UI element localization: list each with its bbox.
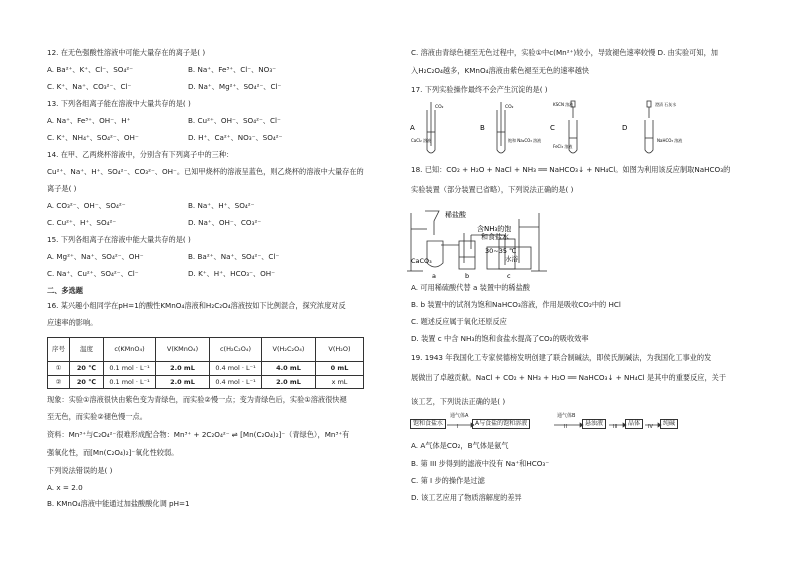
q19-option-d: D. 该工艺应用了物质溶解度的差异	[411, 493, 522, 502]
dropper-bulb-d	[647, 101, 651, 107]
q14-stem-line3: 离子是( )	[47, 184, 77, 193]
q14-stem-line2: Cu²⁺、Na⁺、H⁺、SO₄²⁻、CO₃²⁻、OH⁻。已知甲烧杯的溶液呈蓝色，则乙烧杯的溶液中大量存在的	[47, 167, 364, 176]
table-header-cell: V(H₂O)	[316, 338, 364, 362]
q18-option-a: A. 可用稀硫酸代替 a 装置中的稀盐酸	[411, 283, 530, 292]
table-cell: 2.0 mL	[156, 362, 210, 376]
funnel	[425, 211, 439, 235]
q16-option-c-d-line1: C. 溶液由青绿色褪至无色过程中，实验①中c(Mn²⁺)较小，导致褪色速率较慢 D. 由实验可知，加	[411, 48, 718, 57]
q17-c-solution: FeCl₃ 溶液	[553, 144, 573, 149]
q18-nh3-brine-line1: 含NH₃的饱	[477, 225, 512, 233]
q17-stem: 17. 下列实验操作最终不会产生沉淀的是( )	[411, 85, 548, 94]
table-header-cell: V(H₂C₂O₄)	[262, 338, 316, 362]
table-cell: ②	[48, 375, 70, 389]
q15-option-a: A. Mg²⁺、Na⁺、SO₄²⁻、OH⁻	[47, 252, 144, 261]
q17-d-dropper-reagent: 澄清 石灰水	[655, 102, 677, 107]
table-cell: 0.1 mol · L⁻¹	[104, 375, 156, 389]
flow-arrow-label-gas-a: 通气体A	[450, 413, 469, 419]
section-heading-multiple-choice: 二、多选题	[47, 286, 83, 295]
q13-option-c: C. K⁺、NH₄⁺、SO₄²⁻、OH⁻	[47, 133, 139, 142]
table-header-cell: 序号	[48, 338, 70, 362]
q14-option-a: A. CO₃²⁻、OH⁻、SO₄²⁻	[47, 201, 126, 210]
q12-option-a: A. Ba²⁺、K⁺、Cl⁻、SO₄²⁻	[47, 65, 134, 74]
flow-box-crystal: 晶体	[625, 419, 643, 429]
q12-stem: 12. 在无色强酸性溶液中可能大量存在的离子是( )	[47, 48, 206, 57]
tube-d	[645, 120, 653, 153]
q16-phenomenon-line1: 现象：实验①溶液很快由紫色变为青绿色，而实验②慢一点；变为青绿色后，实验①溶液很快褪	[47, 395, 347, 404]
q18-option-b: B. b 装置中的试剂为饱和NaHCO₃溶液，作用是吸收CO₂中的 HCl	[411, 300, 621, 309]
q17-b-gas: CO₂	[505, 105, 514, 110]
flow-step-4: IV	[648, 424, 653, 430]
q13-option-b: B. Cu²⁺、OH⁻、SO₄²⁻、Cl⁻	[188, 116, 281, 125]
table-cell: 0.4 mol · L⁻¹	[210, 375, 262, 389]
q15-stem: 15. 下列各组离子在溶液中能大量共存的是( )	[47, 235, 191, 244]
table-cell: 0 mL	[316, 362, 364, 376]
table-cell: 2.0 mL	[262, 375, 316, 389]
table-header-row	[48, 338, 364, 362]
flow-box-brine: 饱和食盐水	[410, 419, 446, 429]
q16-stem-line2: 应速率的影响。	[47, 318, 98, 327]
q18-label-a: a	[432, 272, 436, 279]
table-header-cell: V(KMnO₄)	[156, 338, 210, 362]
q18-label-b: b	[465, 272, 470, 279]
q13-option-d: D. H⁺、Ca²⁺、NO₃⁻、SO₄²⁻	[188, 133, 283, 142]
q18-apparatus-figure	[405, 205, 575, 279]
table-cell: 20 ℃	[70, 362, 104, 376]
bottle-b	[459, 241, 475, 269]
q19-option-c: C. 第 I 步的操作是过滤	[411, 476, 485, 485]
q17-c-dropper-reagent: KSCN 溶液	[553, 102, 574, 107]
q18-caco3-label: CaCO₃	[411, 257, 432, 265]
table-row	[48, 375, 364, 389]
q16-option-b: B. KMnO₄溶液中能通过加盐酸酸化调 pH=1	[47, 499, 190, 508]
flow-box-soda-ash: 纯碱	[660, 419, 678, 429]
q19-stem-line3: 该工艺，下列说法正确的是( )	[411, 397, 506, 406]
table-cell: 0.4 mol · L⁻¹	[210, 362, 262, 376]
q13-stem: 13. 下列各组离子能在溶液中大量共存的是( )	[47, 99, 191, 108]
flow-arrow-label-gas-b: 通气体B	[557, 413, 576, 419]
q19-option-a: A. A气体是CO₂，B气体是氨气	[411, 441, 509, 450]
q19-stem-line2: 展做出了卓越贡献。NaCl + CO₂ + NH₃ + H₂O ══ NaHCO₃↓ + NH₄Cl 是其中的重要反应，关于	[411, 373, 727, 382]
q16-data-line1: 资料：Mn³⁺与C₂O₄²⁻很难形成配合物：Mn³⁺ + 2C₂O₄²⁻ ⇌ [Mn(C₂O₄)₂]⁻（青绿色），Mn³⁺有	[47, 430, 350, 439]
q14-stem-line1: 14. 在甲、乙两烧杯溶液中，分别含有下列离子中的三种：	[47, 150, 234, 159]
q18-label-c: c	[507, 272, 511, 279]
table-header-cell: c(KMnO₄)	[104, 338, 156, 362]
q15-option-b: B. Ba²⁺、Na⁺、SO₄²⁻、Cl⁻	[188, 252, 280, 261]
q13-option-a: A. Na⁺、Fe³⁺、OH⁻、H⁺	[47, 116, 131, 125]
q16-phenomenon-line2: 至无色，而实验②褪色慢一点。	[47, 412, 147, 421]
q18-option-c: C. 题述反应属于氧化还原反应	[411, 317, 507, 326]
q17-label-c: C	[550, 124, 555, 132]
q17-b-solution: 饱和 Na₂CO₃ 溶液	[508, 138, 542, 143]
q15-option-d: D. K⁺、H⁺、HCO₃⁻、OH⁻	[188, 269, 275, 278]
q18-stem-line2: 实验装置（部分装置已省略），下列说法正确的是( )	[411, 185, 574, 194]
q18-temperature: 30~35 ℃	[485, 247, 517, 255]
q17-a-gas: CO₂	[435, 105, 444, 110]
q18-acid-label: 稀盐酸	[445, 211, 466, 219]
q14-option-d: D. Na⁺、OH⁻、CO₃²⁻	[188, 218, 262, 227]
q19-option-b: B. 第 III 步得到的滤液中没有 Na⁺和HCO₃⁻	[411, 459, 550, 468]
table-cell: 4.0 mL	[262, 362, 316, 376]
table-cell: 2.0 mL	[156, 375, 210, 389]
flow-box-suspension: 悬浊液	[582, 419, 606, 429]
table-header-cell: 温度	[70, 338, 104, 362]
q12-option-b: B. Na⁺、Fe³⁺、Cl⁻、NO₃⁻	[188, 65, 276, 74]
q17-a-solution: CaCl₂ 溶液	[411, 138, 432, 143]
flow-arrows	[405, 418, 665, 432]
q12-option-d: D. Na⁺、Mg²⁺、SO₄²⁻、Cl⁻	[188, 82, 282, 91]
q16-option-d-line2: 入H₂C₂O₄越多，KMnO₄溶液由紫色褪至无色的速率越快	[411, 66, 590, 75]
table-cell: x mL	[316, 375, 364, 389]
q17-d-solution: NaHCO₃ 溶液	[657, 138, 683, 143]
q16-option-a: A. x = 2.0	[47, 483, 83, 492]
q17-apparatus-figure	[405, 98, 695, 160]
q15-option-c: C. Na⁺、Cu²⁺、SO₄²⁻、Cl⁻	[47, 269, 139, 278]
q18-option-d: D. 装置 c 中含 NH₃的饱和食盐水提高了CO₂的吸收效率	[411, 334, 589, 343]
q14-option-c: C. Cu²⁺、H⁺、SO₄²⁻	[47, 218, 117, 227]
q17-label-a: A	[410, 124, 415, 132]
flow-step-1: I	[457, 424, 459, 430]
q12-option-c: C. K⁺、Na⁺、CO₃²⁻、Cl⁻	[47, 82, 132, 91]
q18-water-bath: 水浴	[505, 255, 518, 263]
q17-label-b: B	[480, 124, 485, 132]
q17-label-d: D	[622, 124, 628, 132]
q19-stem-line1: 19. 1943 年我国化工专家侯德榜发明创建了联合制碱法，即侯氏制碱法，为我国化工事业的发	[411, 353, 712, 362]
experiment-table	[47, 337, 364, 389]
q16-question: 下列说法错误的是( )	[47, 466, 113, 475]
q16-stem-line1: 16. 某兴趣小组同学在pH=1的酸性KMnO₄溶液和H₂C₂O₄溶液按如下比例混合，探究浓度对反	[47, 301, 346, 310]
table-row	[48, 362, 364, 376]
q18-nh3-brine-line2: 和食盐水	[481, 233, 509, 241]
table-cell: ①	[48, 362, 70, 376]
table-cell: 0.1 mol · L⁻¹	[104, 362, 156, 376]
flow-step-3: III	[613, 424, 618, 430]
q14-option-b: B. Na⁺、H⁺、SO₄²⁻	[188, 201, 255, 210]
flow-box-saturated-solution: A与食盐的饱和溶液	[472, 419, 530, 429]
table-header-cell: c(H₂C₂O₄)	[210, 338, 262, 362]
q16-data-line2: 强氧化性，而[Mn(C₂O₄)₂]⁻氧化性较弱。	[47, 448, 179, 457]
q18-stem-line1: 18. 已知：CO₂ + H₂O + NaCl + NH₃ ══ NaHCO₃↓ + NH₄Cl。如图为利用该反应制取NaHCO₃的	[411, 165, 731, 174]
flow-step-2: II	[564, 424, 567, 430]
table-cell: 20 ℃	[70, 375, 104, 389]
